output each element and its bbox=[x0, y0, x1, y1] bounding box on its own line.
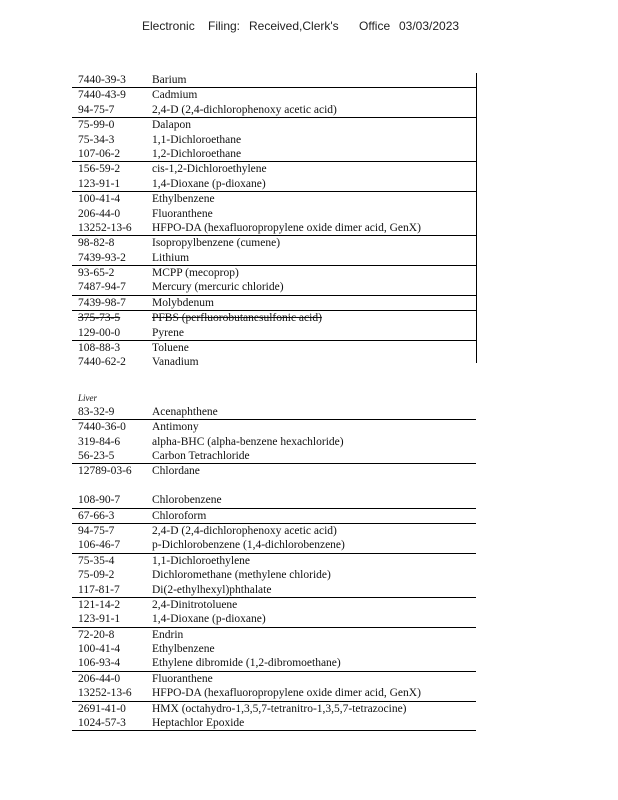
table-row bbox=[72, 251, 476, 265]
table-row bbox=[72, 355, 476, 369]
cas-number: 107-06-2 bbox=[78, 147, 121, 160]
table-row bbox=[72, 449, 476, 463]
row-group bbox=[72, 73, 476, 88]
table-row bbox=[72, 133, 476, 147]
cas-number: 7440-39-3 bbox=[78, 74, 126, 86]
table-row bbox=[72, 716, 476, 730]
table-row bbox=[72, 266, 476, 280]
row-group bbox=[72, 420, 476, 464]
cas-number: 100-41-4 bbox=[78, 643, 121, 656]
table-row bbox=[72, 686, 476, 700]
table-row bbox=[72, 296, 476, 310]
cas-number: 7439-98-7 bbox=[78, 296, 126, 309]
cas-number: 156-59-2 bbox=[78, 163, 121, 176]
cas-number: 75-09-2 bbox=[78, 569, 115, 582]
chemical-name: Fluoranthene bbox=[152, 207, 213, 220]
table-row bbox=[72, 177, 476, 191]
cas-number: 123-91-1 bbox=[78, 177, 121, 190]
chemical-name: Ethylbenzene bbox=[152, 643, 215, 656]
row-group bbox=[72, 405, 476, 420]
chemical-name: Dichloromethane (methylene chloride) bbox=[152, 569, 331, 582]
table-row bbox=[72, 524, 476, 538]
table-row bbox=[72, 118, 476, 132]
cas-number: 67-66-3 bbox=[78, 509, 115, 522]
table-row bbox=[72, 280, 476, 294]
chemical-name: 2,4-D (2,4-dichlorophenoxy acetic acid) bbox=[152, 524, 337, 537]
row-group bbox=[72, 266, 476, 296]
row-group bbox=[72, 509, 476, 524]
office-label: Office bbox=[359, 19, 391, 33]
row-group bbox=[72, 88, 476, 118]
chemical-name: PFBS (perfluorobutanesulfonic acid) bbox=[152, 312, 322, 325]
row-group bbox=[72, 702, 476, 732]
table-row bbox=[72, 598, 476, 612]
chemical-name: HFPO-DA (hexafluoropropylene oxide dimer acid, GenX) bbox=[152, 221, 421, 234]
cas-number: 98-82-8 bbox=[78, 237, 115, 250]
table-row bbox=[72, 311, 476, 325]
table-row bbox=[72, 435, 476, 449]
cas-number: 108-90-7 bbox=[78, 494, 121, 507]
cas-number: 12789-03-6 bbox=[78, 465, 132, 478]
chemical-name: Chloroform bbox=[152, 509, 207, 522]
table-row bbox=[72, 221, 476, 235]
cas-number: 206-44-0 bbox=[78, 672, 121, 685]
cas-number: 72-20-8 bbox=[78, 628, 115, 641]
table-row bbox=[72, 672, 476, 686]
table-row bbox=[72, 236, 476, 250]
cas-number: 129-00-0 bbox=[78, 326, 121, 339]
table-row bbox=[72, 628, 476, 642]
cas-number: 75-34-3 bbox=[78, 133, 115, 146]
chemical-name: Dalapon bbox=[152, 119, 191, 132]
table-row bbox=[72, 583, 476, 597]
chemical-name: Barium bbox=[152, 74, 187, 86]
cas-number: 13252-13-6 bbox=[78, 221, 132, 234]
chemical-name: Carbon Tetrachloride bbox=[152, 449, 250, 462]
table-row bbox=[72, 207, 476, 221]
chemical-name: cis-1,2-Dichloroethylene bbox=[152, 163, 267, 176]
section-general bbox=[72, 73, 476, 370]
cas-number: 7439-93-2 bbox=[78, 251, 126, 264]
cas-number: 83-32-9 bbox=[78, 405, 115, 418]
table-row bbox=[72, 103, 476, 117]
chemical-name: MCPP (mecoprop) bbox=[152, 267, 239, 280]
row-group bbox=[72, 341, 476, 370]
cas-number: 100-41-4 bbox=[78, 193, 121, 206]
row-group bbox=[72, 672, 476, 702]
table-row bbox=[72, 568, 476, 582]
chemical-table bbox=[72, 73, 476, 731]
chemical-name: Lithium bbox=[152, 251, 190, 264]
filing-type: Electronic bbox=[142, 19, 195, 33]
chemical-name: Ethylbenzene bbox=[152, 193, 215, 206]
table-row bbox=[72, 554, 476, 568]
table-row bbox=[72, 88, 476, 102]
table-row bbox=[72, 493, 476, 507]
table-row bbox=[72, 162, 476, 176]
cas-number: 7440-36-0 bbox=[78, 421, 126, 434]
chemical-name: HFPO-DA (hexafluoropropylene oxide dimer acid, GenX) bbox=[152, 687, 421, 700]
table-row bbox=[72, 538, 476, 552]
cas-number: 94-75-7 bbox=[78, 103, 115, 116]
chemical-name: Fluoranthene bbox=[152, 672, 213, 685]
chemical-name: Pyrene bbox=[152, 326, 184, 339]
chemical-name: Endrin bbox=[152, 628, 184, 641]
row-group bbox=[72, 192, 476, 236]
row-group bbox=[72, 554, 476, 598]
chemical-name: Heptachlor Epoxide bbox=[152, 717, 245, 730]
table-row bbox=[72, 341, 476, 355]
table-row bbox=[72, 464, 476, 478]
cas-number: 13252-13-6 bbox=[78, 687, 132, 700]
chemical-name: HMX (octahydro-1,3,5,7-tetranitro-1,3,5,7-tetrazocine) bbox=[152, 702, 407, 715]
cas-number: 121-14-2 bbox=[78, 598, 121, 611]
cas-number: 7487-94-7 bbox=[78, 281, 126, 294]
chemical-name: Antimony bbox=[152, 421, 199, 434]
row-group bbox=[72, 296, 476, 311]
chemical-name: 1,2-Dichloroethane bbox=[152, 147, 242, 160]
table-row bbox=[72, 479, 476, 493]
chemical-name: Toluene bbox=[152, 342, 189, 355]
table-row bbox=[72, 612, 476, 626]
table-row bbox=[72, 405, 476, 419]
table-row bbox=[72, 147, 476, 161]
table-row bbox=[72, 702, 476, 716]
chemical-name bbox=[152, 479, 476, 493]
cas-number: 106-46-7 bbox=[78, 539, 121, 552]
cas-number: 106-93-4 bbox=[78, 657, 121, 670]
chemical-name: Chlorobenzene bbox=[152, 494, 222, 507]
chemical-name: Cadmium bbox=[152, 89, 198, 102]
row-group bbox=[72, 236, 476, 266]
table-row bbox=[72, 642, 476, 656]
row-group bbox=[72, 524, 476, 554]
chemical-name: p-Dichlorobenzene (1,4-dichlorobenzene) bbox=[152, 539, 345, 552]
table-row bbox=[72, 420, 476, 434]
chemical-name: 1,4-Dioxane (p-dioxane) bbox=[152, 177, 266, 190]
row-group bbox=[72, 628, 476, 672]
chemical-name: Di(2-ethylhexyl)phthalate bbox=[152, 583, 272, 596]
chemical-name: 2,4-Dinitrotoluene bbox=[152, 598, 238, 611]
chemical-name: 2,4-D (2,4-dichlorophenoxy acetic acid) bbox=[152, 103, 337, 116]
cas-number: 1024-57-3 bbox=[78, 717, 126, 730]
row-group bbox=[72, 118, 476, 162]
chemical-name: Ethylene dibromide (1,2-dibromoethane) bbox=[152, 657, 341, 670]
cas-number: 108-88-3 bbox=[78, 342, 121, 355]
table-row bbox=[72, 192, 476, 206]
cas-number: 123-91-1 bbox=[78, 613, 121, 626]
table-row bbox=[72, 656, 476, 670]
cas-number: 375-73-5 bbox=[78, 312, 121, 325]
section-liver bbox=[72, 405, 476, 732]
cas-number bbox=[72, 479, 152, 493]
table-row bbox=[72, 73, 476, 87]
chemical-name: Isopropylbenzene (cumene) bbox=[152, 237, 281, 250]
received-label: Received,Clerk's bbox=[249, 19, 339, 33]
chemical-name: 1,4-Dioxane (p-dioxane) bbox=[152, 613, 266, 626]
cas-number: 7440-62-2 bbox=[78, 356, 126, 369]
section-gap bbox=[72, 370, 476, 392]
cas-number: 7440-43-9 bbox=[78, 89, 126, 102]
row-group bbox=[72, 464, 476, 508]
chemical-name: 1,1-Dichloroethane bbox=[152, 133, 242, 146]
row-group bbox=[72, 162, 476, 192]
table-right-border bbox=[476, 73, 477, 363]
section-label-liver: Liver bbox=[78, 392, 97, 403]
cas-number: 75-99-0 bbox=[78, 119, 115, 132]
cas-number: 206-44-0 bbox=[78, 207, 121, 220]
row-group bbox=[72, 311, 476, 341]
cas-number: 319-84-6 bbox=[78, 435, 121, 448]
filing-word: Filing: bbox=[208, 19, 241, 33]
cas-number: 56-23-5 bbox=[78, 449, 115, 462]
row-group bbox=[72, 598, 476, 628]
table-row bbox=[72, 509, 476, 523]
chemical-name: Mercury (mercuric chloride) bbox=[152, 281, 284, 294]
chemical-name: Vanadium bbox=[152, 356, 199, 369]
cas-number: 94-75-7 bbox=[78, 524, 115, 537]
chemical-name: 1,1-Dichloroethylene bbox=[152, 554, 251, 567]
chemical-name: Chlordane bbox=[152, 465, 200, 478]
cas-number: 93-65-2 bbox=[78, 267, 115, 280]
filing-date: 03/03/2023 bbox=[399, 19, 460, 33]
chemical-name: alpha-BHC (alpha-benzene hexachloride) bbox=[152, 435, 344, 448]
chemical-name: Molybdenum bbox=[152, 296, 214, 309]
cas-number: 2691-41-0 bbox=[78, 702, 126, 715]
chemical-name: Acenaphthene bbox=[152, 405, 218, 418]
table-row bbox=[72, 326, 476, 340]
cas-number: 117-81-7 bbox=[78, 583, 120, 596]
cas-number: 75-35-4 bbox=[78, 554, 115, 567]
